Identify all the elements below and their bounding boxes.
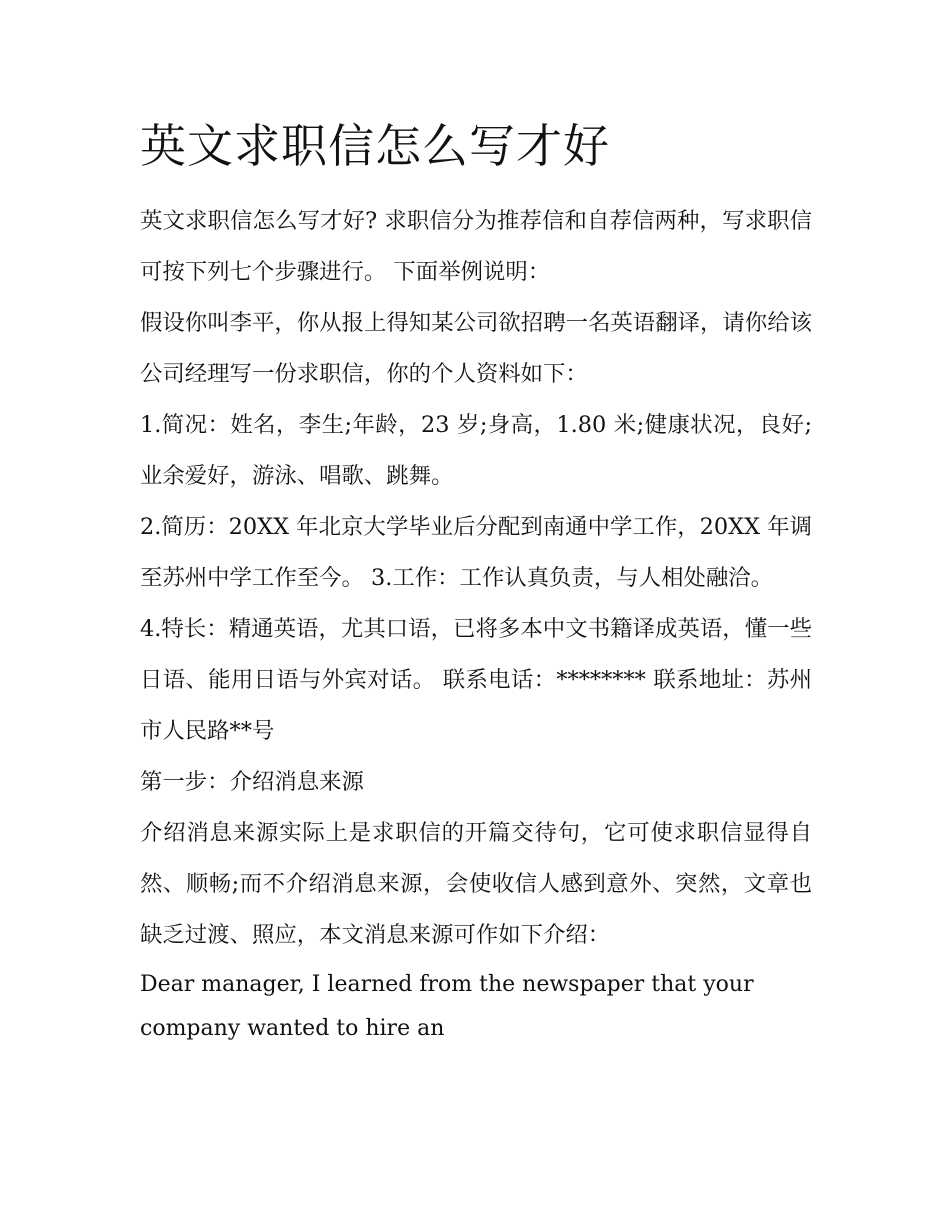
document-page (140, 112, 812, 1051)
paragraph-profile-1: 1.简况：姓名，李生;年龄，23 岁;身高，1.80 米;健康状况，良好;业余爱好，游泳、唱歌、跳舞。 (140, 412, 812, 489)
paragraph-profile-2: 2.简历：20XX 年北京大学毕业后分配到南通中学工作，20XX 年调至苏州中学工作至今。 3.工作：工作认真负责，与人相处融洽。 (140, 514, 812, 591)
document-title: 英文求职信怎么写才好 (140, 119, 610, 173)
paragraph-profile-4: 4.特长：精通英语，尤其口语，已将多本中文书籍译成英语，懂一些日语、能用日语与外宾对话。 联系电话：******** 联系地址：苏州市人民路**号 (140, 616, 812, 744)
section-heading-step-1: 第一步：介绍消息来源 (140, 769, 364, 795)
paragraph-scenario: 假设你叫李平，你从报上得知某公司欲招聘一名英语翻译，请你给该公司经理写一份求职信，你的个人资料如下： (140, 310, 812, 387)
paragraph-step-1-explanation: 介绍消息来源实际上是求职信的开篇交待句，它可使求职信显得自然、顺畅;而不介绍消息来源，会使收信人感到意外、突然，文章也缺乏过渡、照应，本文消息来源可作如下介绍： (140, 820, 812, 948)
paragraph-english-sample: Dear manager, I learned from the newspaper that your company wanted to hire an (140, 972, 754, 1041)
paragraph-intro: 英文求职信怎么写才好? 求职信分为推荐信和自荐信两种，写求职信可按下列七个步骤进行。 下面举例说明： (140, 208, 812, 285)
